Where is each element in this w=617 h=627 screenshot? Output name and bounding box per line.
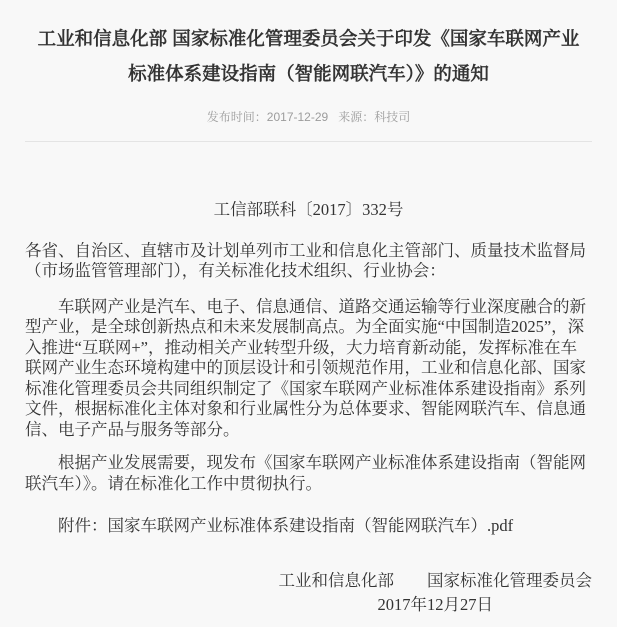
publish-time-value: 2017-12-29 [266,110,329,124]
issue-date: 2017年12月27日 [377,594,493,614]
publish-time-label: 发布时间： [206,110,267,124]
issuing-authorities: 工业和信息化部 国家标准化管理委员会 [278,570,592,590]
source-value: 科技司 [374,110,411,124]
source-label: 来源： [338,110,375,124]
document-body [25,200,592,617]
body-paragraph: 根据产业发展需要，现发布《国家车联网产业标准体系建设指南（智能网联汽车）》。请在标准化工作中贯彻执行。 [25,453,586,493]
page-title: 工业和信息化部 国家标准化管理委员会关于印发《国家车联网产业标准体系建设指南（智能网联汽车）》的通知 [37,28,580,84]
body-paragraph: 车联网产业是汽车、电子、信息通信、道路交通运输等行业深度融合的新型产业，是全球创新热点和未来发展制高点。为全面实施“中国制造2025”，深入推进“互联网+”，推动相关产业转型升级，大力培育新动能，发挥标准在车联网产业生态环境构建中的顶层设计和引领规范作用，工业和信息化部、国家标准化管理委员会共同组织制定了《国家车联网产业标准体系建设指南》系列文件，根据标准化主体对象和行业属性分为总体要求、智能网联汽车、信息通信、电子产品与服务等部分。 [25,296,586,439]
header-divider [25,141,592,142]
attachment-pdf-link[interactable]: 附件：国家车联网产业标准体系建设指南（智能网联汽车）.pdf [58,516,514,535]
document-number: 工信部联科〔2017〕332号 [213,200,404,219]
salutation: 各省、自治区、直辖市及计划单列市工业和信息化主管部门、质量技术监督局（市场监管管理部门），有关标准化技术组织、行业协会： [25,240,586,280]
article-meta [0,108,617,125]
signature-block [279,569,593,617]
